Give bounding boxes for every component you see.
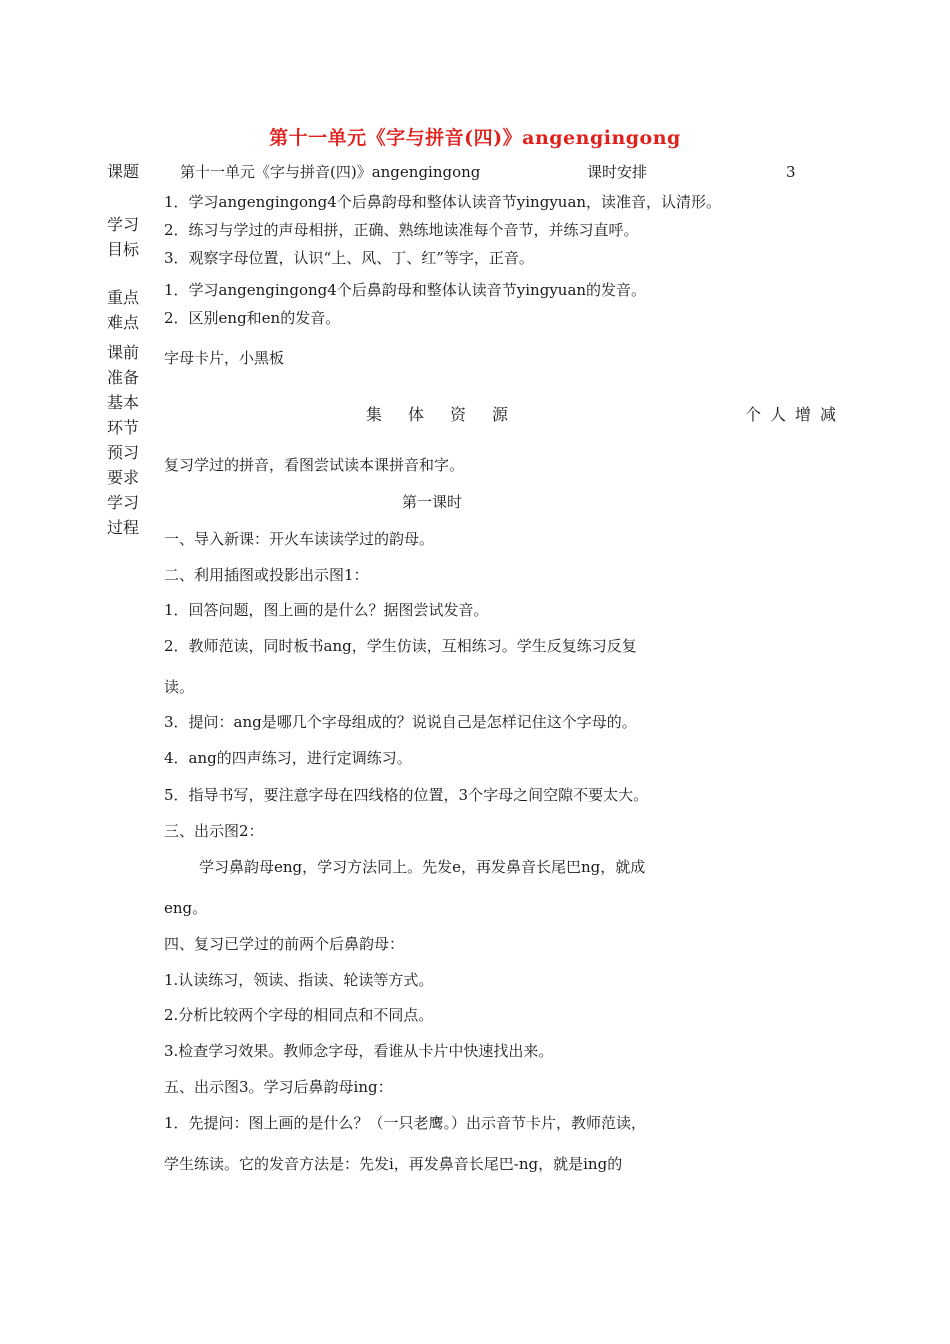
process-line: 2.分析比较两个字母的相同点和不同点。	[164, 1006, 434, 1024]
process-line: 学习鼻韵母eng，学习方法同上。先发e，再发鼻音长尾巴ng，就成	[199, 858, 646, 876]
lesson-title: 第一课时	[402, 493, 463, 511]
goal-item: 2．练习与学过的声母相拼，正确、熟练地读准每个音节，并练习直呼。	[164, 221, 639, 239]
label-topic: 课题	[107, 162, 140, 181]
label-goals-1: 学习	[107, 215, 140, 234]
goal-item: 1．学习angengingong4个后鼻韵母和整体认读音节yingyuan，读准音，认清形。	[164, 193, 722, 211]
process-line: eng。	[164, 899, 208, 917]
keypoint-item: 1．学习angengingong4个后鼻韵母和整体认读音节yingyuan的发音。	[164, 281, 647, 299]
label-goals-2: 目标	[107, 240, 140, 259]
process-line: 四、复习已学过的前两个后鼻韵母：	[164, 935, 405, 953]
label-basic-1: 基本	[107, 393, 140, 412]
keypoint-item: 2．区别eng和en的发音。	[164, 309, 341, 327]
process-line: 读。	[164, 678, 195, 696]
process-line: 1．先提问：图上画的是什么？（一只老鹰。）出示音节卡片，教师范读，	[164, 1114, 647, 1132]
label-process-1: 学习	[107, 493, 140, 512]
schedule-value: 3	[786, 163, 796, 181]
preview-text: 复习学过的拼音，看图尝试读本课拼音和字。	[164, 456, 465, 474]
topic-text: 第十一单元《字与拼音(四)》angengingong	[180, 163, 481, 181]
process-line: 二、利用插图或投影出示图1：	[164, 566, 369, 584]
schedule-label: 课时安排	[587, 163, 648, 181]
process-line: 4．ang的四声练习，进行定调练习。	[164, 749, 412, 767]
label-preview-1: 预习	[107, 443, 140, 462]
label-process-2: 过程	[107, 518, 140, 537]
process-line: 1．回答问题，图上画的是什么？据图尝试发音。	[164, 601, 489, 619]
column-personal: 个人增减	[745, 405, 846, 424]
column-collective: 集体资源	[366, 405, 535, 424]
process-line: 三、出示图2：	[164, 822, 264, 840]
prep-text: 字母卡片，小黑板	[164, 349, 285, 367]
label-keypoints-2: 难点	[107, 313, 140, 332]
process-line: 五、出示图3。学习后鼻韵母ing：	[164, 1078, 393, 1096]
label-basic-2: 环节	[107, 418, 140, 437]
process-line: 2．教师范读，同时板书ang，学生仿读，互相练习。学生反复练习反复	[164, 637, 637, 655]
label-prep-1: 课前	[107, 343, 140, 362]
page-title: 第十一单元《字与拼音(四)》angengingong	[269, 127, 681, 149]
label-preview-2: 要求	[107, 468, 140, 487]
label-keypoints-1: 重点	[107, 288, 140, 307]
process-line: 3．提问：ang是哪几个字母组成的？说说自己是怎样记住这个字母的。	[164, 713, 637, 731]
label-prep-2: 准备	[107, 368, 140, 387]
process-line: 学生练读。它的发音方法是：先发i，再发鼻音长尾巴-ng，就是ing的	[164, 1155, 623, 1173]
process-line: 3.检查学习效果。教师念字母，看谁从卡片中快速找出来。	[164, 1042, 554, 1060]
process-line: 1.认读练习，领读、指读、轮读等方式。	[164, 971, 434, 989]
process-line: 一、导入新课：开火车读读学过的韵母。	[164, 530, 435, 548]
goal-item: 3．观察字母位置，认识“上、风、丁、红”等字，正音。	[164, 249, 534, 267]
process-line: 5．指导书写，要注意字母在四线格的位置，3个字母之间空隙不要太大。	[164, 786, 649, 804]
